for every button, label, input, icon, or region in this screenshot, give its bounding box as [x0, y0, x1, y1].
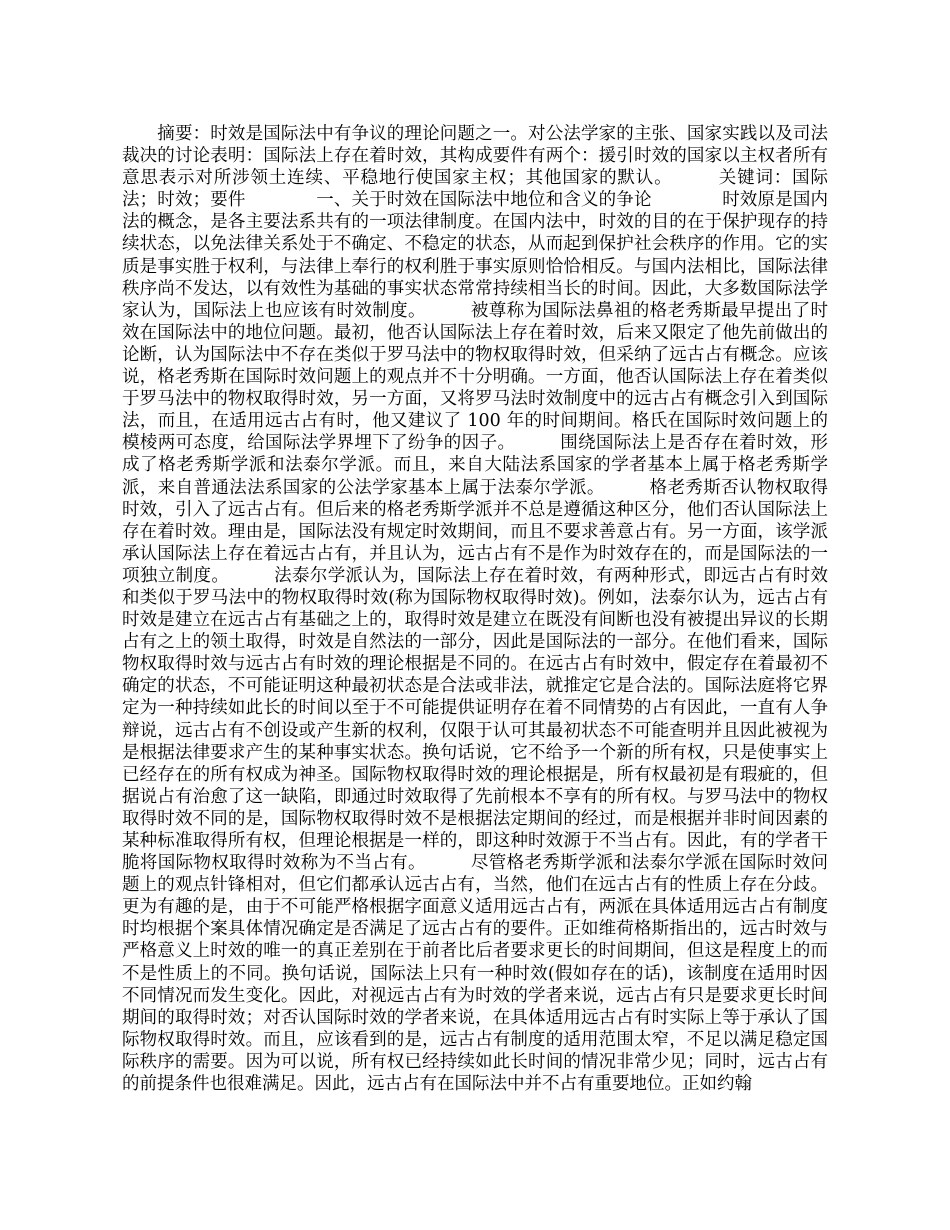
article-body-text: 摘要：时效是国际法中有争议的理论问题之一。对公法学家的主张、国家实践以及司法裁决的讨论表明：国际法上存在着时效，其构成要件有两个：援引时效的国家以主权者所有意思表示对所涉领土连续、平稳地行使国家主权；其他国家的默认。 关键词：国际法；时效；要件 一、关于时效在国际法中地位和含义的争论 时效原是国内法的概念，是各主要法系共有的一项法律制度。在国内法中，时效的目的在于保护现存的持续状态，以免法律关系处于不确定、不稳定的状态，从而起到保护社会秩序的作用。它的实质是事实胜于权利，与法律上奉行的权利胜于事实原则恰恰相反。与国内法相比，国际法律秩序尚不发达，以有效性为基础的事实状态常常持续相当长的时间。因此，大多数国际法学家认为，国际法上也应该有时效制度。 被尊称为国际法鼻祖的格老秀斯最早提出了时效在国际法中的地位问题。最初，他否认国际法上存在着时效，后来又限定了他先前做出的论断，认为国际法中不存在类似于罗马法中的物权取得时效，但采纳了远古占有概念。应该说，格老秀斯在国际时效问题上的观点并不十分明确。一方面，他否认国际法上存在着类似于罗马法中的物权取得时效，另一方面，又将罗马法时效制度中的远古占有概念引入到国际法，而且，在适用远古占有时，他又建议了 100 年的时间期间。格氏在国际时效问题上的模棱两可态度，给国际法学界埋下了纷争的因子。 围绕国际法上是否存在着时效，形成了格老秀斯学派和法泰尔学派。而且，来自大陆法系国家的学者基本上属于格老秀斯学派，来自普通法法系国家的公法学家基本上属于法泰尔学派。 格老秀斯否认物权取得时效，引入了远古占有。但后来的格老秀斯学派并不总是遵循这种区分，他们否认国际法上存在着时效。理由是，国际法没有规定时效期间，而且不要求善意占有。另一方面，该学派承认国际法上存在着远古占有，并且认为，远古占有不是作为时效存在的，而是国际法的一项独立制度。 法泰尔学派认为，国际法上存在着时效，有两种形式，即远古占有时效和类似于罗马法中的物权取得时效(称为国际物权取得时效)。例如，法泰尔认为，远古占有时效是建立在远古占有基础之上的，取得时效是建立在既没有间断也没有被提出异议的长期占有之上的领土取得，时效是自然法的一部分，因此是国际法的一部分。在他们看来，国际物权取得时效与远古占有时效的理论根据是不同的。在远古占有时效中，假定存在着最初不确定的状态，不可能证明这种最初状态是合法或非法，就推定它是合法的。国际法庭将它界定为一种持续如此长的时间以至于不可能提供证明存在着不同情势的占有因此，一直有人争辩说，远古占有不创设或产生新的权利，仅限于认可其最初状态不可能查明并且因此被视为是根据法律要求产生的某种事实状态。换句话说，它不给予一个新的所有权，只是使事实上已经存在的所有权成为神圣。国际物权取得时效的理论根据是，所有权最初是有瑕疵的，但据说占有治愈了这一缺陷，即通过时效取得了先前根本不享有的所有权。与罗马法中的物权取得时效不同的是，国际物权取得时效不是根据法定期间的经过，而是根据并非时间因素的某种标准取得所有权，但理论根据是一样的，即这种时效源于不当占有。因此，有的学者干脆将国际物权取得时效称为不当占有。 尽管格老秀斯学派和法泰尔学派在国际时效问题上的观点针锋相对，但它们都承认远古占有，当然，他们在远古占有的性质上存在分歧。更为有趣的是，由于不可能严格根据字面意义适用远古占有，两派在具体适用远古占有制度时均根据个案具体情况确定是否满足了远古占有的要件。正如维荷格斯指出的，远古时效与严格意义上时效的唯一的真正差别在于前者比后者要求更长的时间期间，但这是程度上的而不是性质上的不同。换句话说，国际法上只有一种时效(假如存在的话)，该制度在适用时因不同情况而发生变化。因此，对视远古占有为时效的学者来说，远古占有只是要求更长时间期间的取得时效；对否认国际时效的学者来说，在具体适用远古占有时实际上等于承认了国际物权取得时效。而且，应该看到的是，远古占有制度的适用范围太窄，不足以满足稳定国际秩序的需要。因为可以说，所有权已经持续如此长时间的情况非常少见；同时，远古占有的前提条件也很难满足。因此，远古占有在国际法中并不占有重要地位。正如约翰	[122, 124, 828, 1095]
document-page	[122, 123, 828, 1095]
